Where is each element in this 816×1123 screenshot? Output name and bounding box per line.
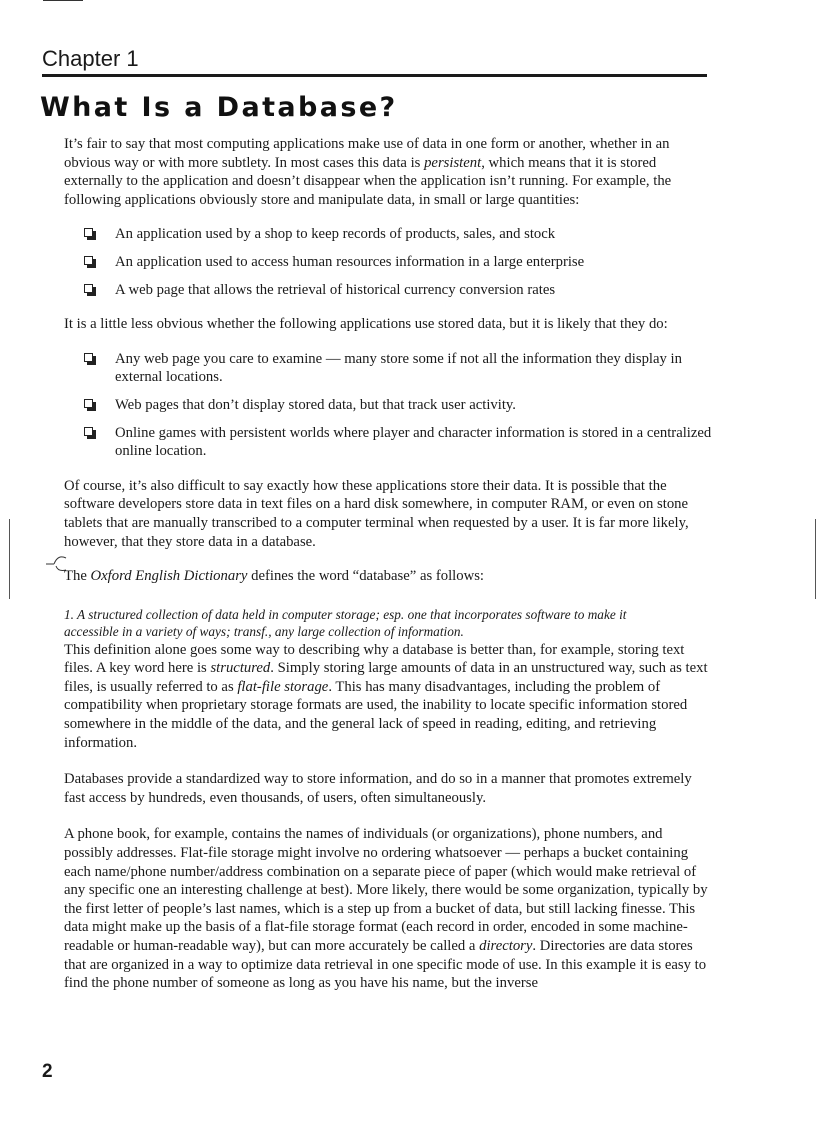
list-item: Any web page you care to examine — many store some if not all the information they display in external locations.	[64, 350, 712, 387]
scan-mark-left	[9, 519, 10, 599]
checkbox-bullet-icon	[84, 427, 93, 436]
paragraph-definition-intro: The Oxford English Dictionary defines the word “database” as follows:	[64, 568, 485, 585]
paragraph-phone-book: A phone book, for example, contains the names of individuals (or organizations), phone numbers, and possibly addresses. Flat-file storage might involve no ordering whatsoever — perhaps a bucket containing each name/phone number/address combination on a separate piece of paper (which would make retrieval of any specific one an interesting challenge at best). More likely, there would be some organization, typically by the first letter of people’s last names, which is a step up from a bucket of data, but still lacking finesse. This data might make up the basis of a flat-file storage format (each record in order, encoded in some machine-readable or human-readable way), but can more accurately be called a directory. Directories are data stores that are organized in a way to optimize data retrieval in one specific mode of use. In this example it is easy to find the phone number of someone as long as you have his name, but the inverse	[64, 826, 708, 992]
paragraph-storage: Of course, it’s also difficult to say exactly how these applications store their data. It is possible that the software developers store data in text files on a hard disk somewhere, in computer RAM, or even on stone tablets that are manually transcribed to a computer terminal when requested by a user. It is far more likely, however, that they store data in a database.	[64, 477, 689, 550]
paragraph-standardized: Databases provide a standardized way to store information, and do so in a manner that promotes extremely fast access by hundreds, even thousands, of users, often simultaneously.	[64, 771, 692, 806]
checkbox-bullet-icon	[84, 353, 93, 362]
list-item: An application used by a shop to keep records of products, sales, and stock	[64, 225, 712, 244]
paragraph-less-obvious: It is a little less obvious whether the following applications use stored data, but it is likely that they do:	[64, 316, 668, 333]
crop-mark-top	[43, 0, 83, 1]
bullet-list-less-obvious	[64, 350, 712, 461]
list-item: Online games with persistent worlds where player and character information is stored in a centralized online location.	[64, 424, 712, 461]
checkbox-bullet-icon	[84, 256, 93, 265]
page-title: What Is a Database?	[40, 92, 398, 123]
list-item: Web pages that don’t display stored data, but that track user activity.	[64, 396, 712, 415]
chapter-rule	[42, 74, 707, 77]
paragraph-intro: It’s fair to say that most computing applications make use of data in one form or another, whether in an obvious way or with more subtlety. In most cases this data is persistent, which means that it is stored externally to the application and doesn’t disappear when the application isn’t running. For example, the following applications obviously store and manipulate data, in small or large quantities:	[64, 136, 672, 208]
list-item: An application used to access human resources information in a large enterprise	[64, 253, 712, 272]
checkbox-bullet-icon	[84, 284, 93, 293]
page-number: 2	[42, 1061, 53, 1082]
checkbox-bullet-icon	[84, 399, 93, 408]
dictionary-quote: 1. A structured collection of data held in computer storage; esp. one that incorporates software to make it accessible in a variety of ways; transf., any large collection of information.	[64, 606, 627, 640]
checkbox-bullet-icon	[84, 228, 93, 237]
chapter-label: Chapter 1	[42, 46, 139, 71]
body-content	[64, 135, 712, 1011]
list-item: A web page that allows the retrieval of historical currency conversion rates	[64, 281, 712, 300]
bullet-list-obvious	[64, 225, 712, 299]
paragraph-structured: This definition alone goes some way to describing why a database is better than, for example, storing text files. A key word here is structured. Simply storing large amounts of data in an unstructured way, such as text files, is usually referred to as flat-file storage. This has many disadvantages, including the problem of compatibility when proprietary storage formats are used, the inability to locate specific information stored somewhere in the middle of the data, and the general lack of speed in reading, editing, and retrieving information.	[64, 641, 708, 751]
